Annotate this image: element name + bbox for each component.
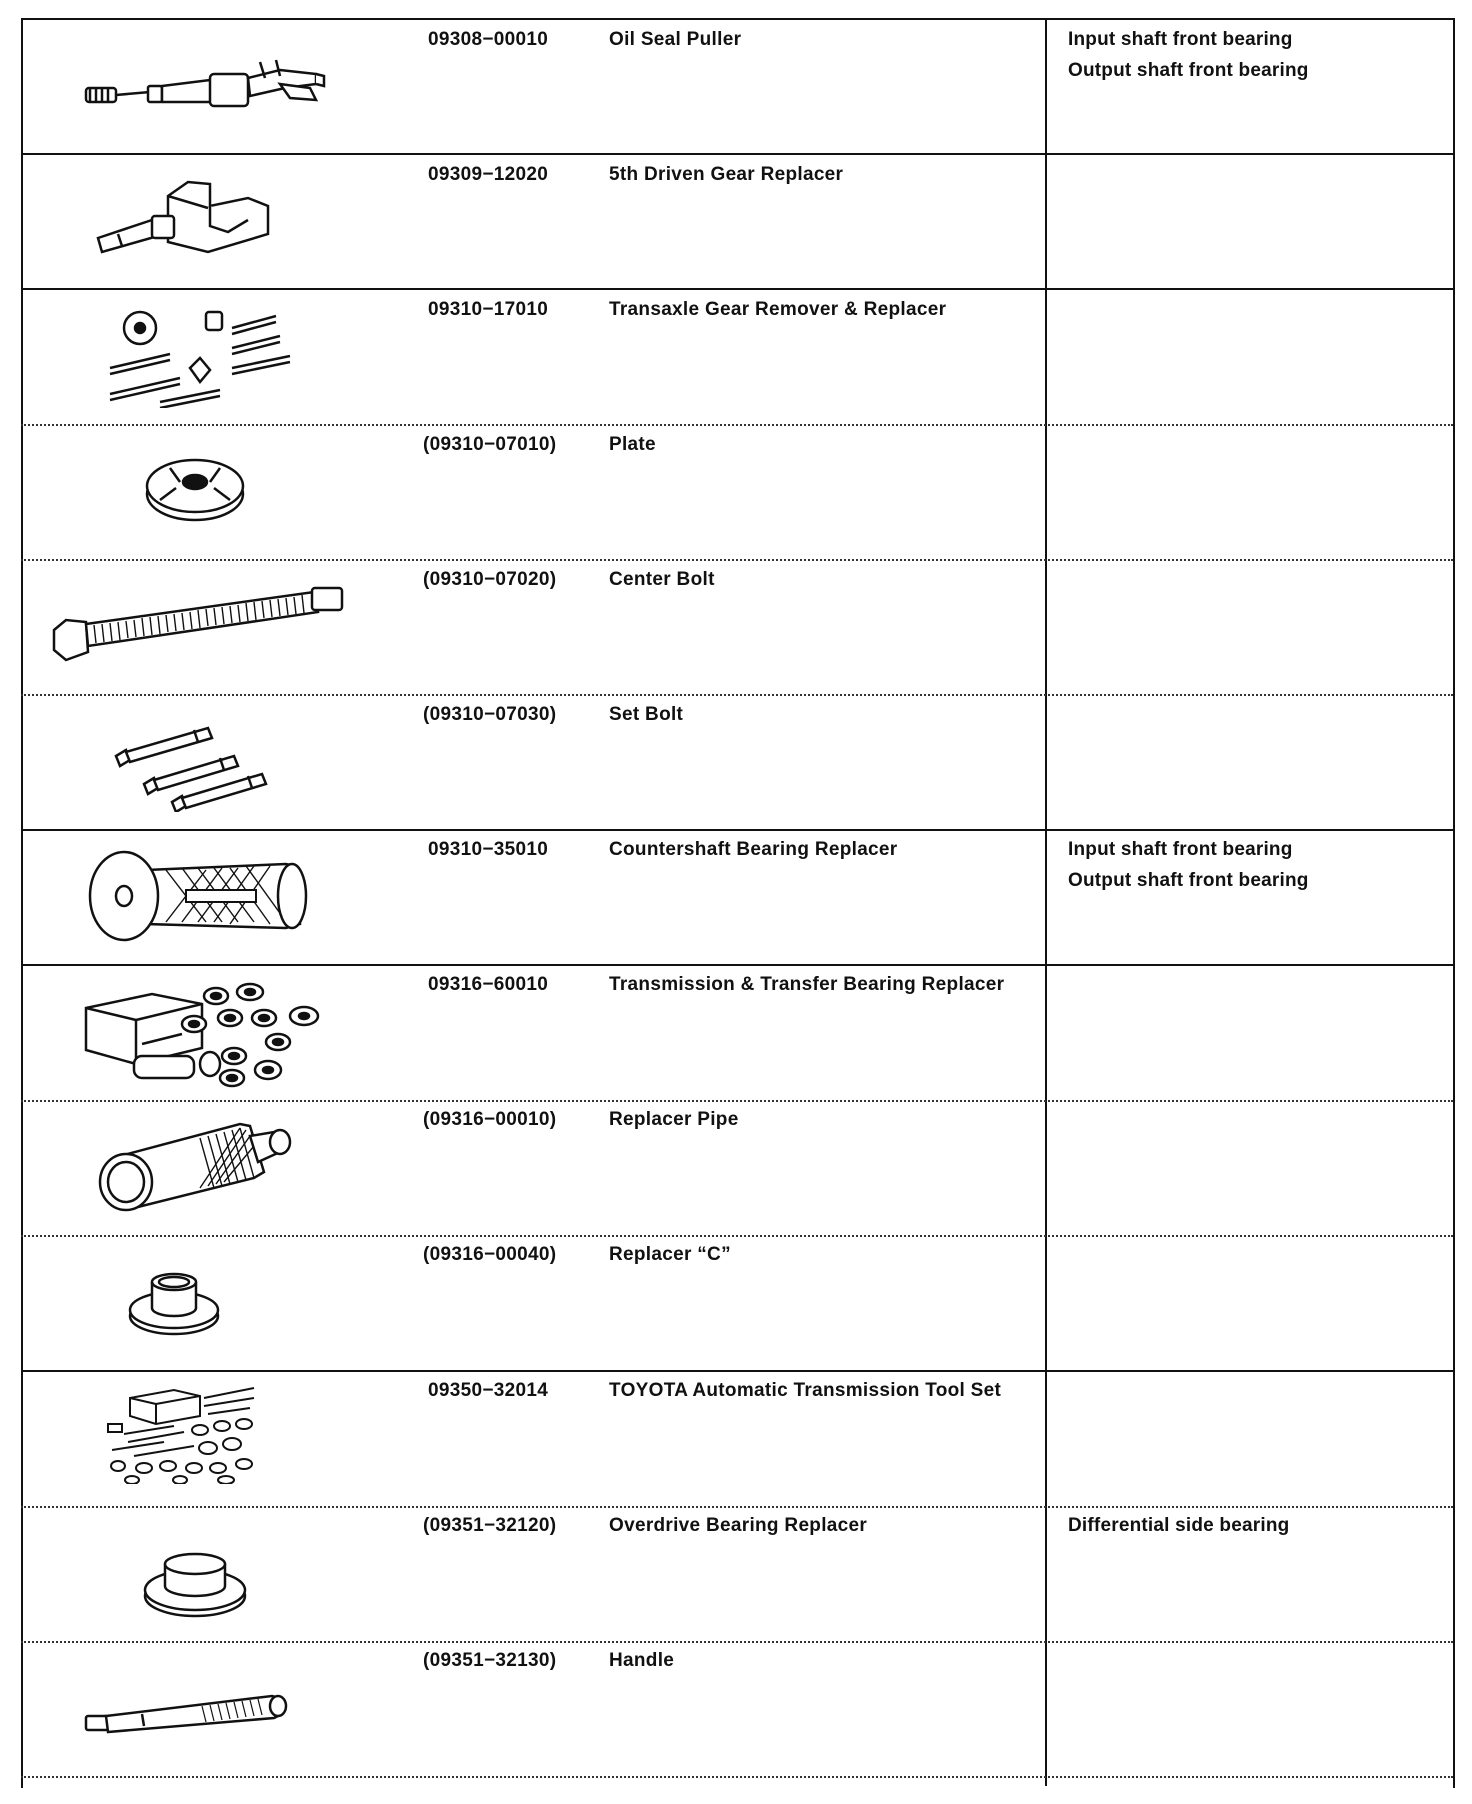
tool-set-illustration	[104, 1384, 264, 1484]
set-bolt-illustration	[110, 712, 280, 812]
row-separator	[21, 1100, 1453, 1102]
row-separator	[21, 288, 1453, 290]
part-number: (09351−32120)	[423, 1515, 557, 1536]
application-note	[1068, 834, 1438, 896]
note-line: Output shaft front bearing	[1068, 60, 1309, 81]
part-number: (09316−00010)	[423, 1109, 557, 1130]
gear-replacer-illustration	[88, 176, 288, 266]
part-number: (09310−07010)	[423, 434, 557, 455]
gear-remover-kit-illustration	[100, 298, 310, 408]
tool-name: Plate	[609, 434, 656, 455]
part-number: (09310−07020)	[423, 569, 557, 590]
bearing-replacer-kit-illustration	[82, 978, 332, 1088]
tool-name: TOYOTA Automatic Transmission Tool Set	[609, 1380, 1002, 1401]
note-line: Output shaft front bearing	[1068, 870, 1309, 891]
row-separator	[21, 424, 1453, 426]
part-number: (09351−32130)	[423, 1650, 557, 1671]
tool-name: Oil Seal Puller	[609, 29, 742, 50]
table-bottom-edge	[21, 1776, 1453, 1778]
tool-name: Handle	[609, 1650, 675, 1671]
tool-name: Center Bolt	[609, 569, 715, 590]
row-separator	[21, 153, 1453, 155]
part-number: 09310−17010	[428, 299, 549, 320]
overdrive-replacer-illustration	[140, 1546, 250, 1622]
note-line: Differential side bearing	[1068, 1515, 1290, 1536]
note-line: Input shaft front bearing	[1068, 29, 1293, 50]
tool-name: 5th Driven Gear Replacer	[609, 164, 844, 185]
tool-name: Replacer “C”	[609, 1244, 731, 1265]
part-number: (09310−07030)	[423, 704, 557, 725]
tool-name: Countershaft Bearing Replacer	[609, 839, 898, 860]
part-number: 09316−60010	[428, 974, 549, 995]
part-number: 09310−35010	[428, 839, 549, 860]
column-divider	[1045, 18, 1047, 1786]
tool-name: Overdrive Bearing Replacer	[609, 1515, 868, 1536]
row-separator	[21, 694, 1453, 696]
plate-illustration	[140, 448, 250, 528]
part-number: 09309−12020	[428, 164, 549, 185]
application-note	[1068, 1510, 1438, 1541]
replacer-c-illustration	[124, 1268, 224, 1340]
tool-name: Set Bolt	[609, 704, 684, 725]
row-separator	[21, 559, 1453, 561]
row-separator	[21, 829, 1453, 831]
countershaft-replacer-illustration	[86, 846, 316, 946]
replacer-pipe-illustration	[90, 1116, 300, 1216]
oil-seal-puller-illustration	[80, 48, 330, 118]
handle-illustration	[82, 1686, 292, 1746]
part-number: 09350−32014	[428, 1380, 549, 1401]
part-number: (09316−00040)	[423, 1244, 557, 1265]
center-bolt-illustration	[50, 580, 350, 670]
tool-name: Transmission & Transfer Bearing Replacer	[609, 974, 1005, 995]
part-number: 09308−00010	[428, 29, 549, 50]
row-separator	[21, 1235, 1453, 1237]
row-separator	[21, 1641, 1453, 1643]
tool-name: Transaxle Gear Remover & Replacer	[609, 299, 947, 320]
note-line: Input shaft front bearing	[1068, 839, 1293, 860]
tool-name: Replacer Pipe	[609, 1109, 739, 1130]
row-separator	[21, 1506, 1453, 1508]
row-separator	[21, 964, 1453, 966]
application-note	[1068, 24, 1438, 86]
row-separator	[21, 1370, 1453, 1372]
